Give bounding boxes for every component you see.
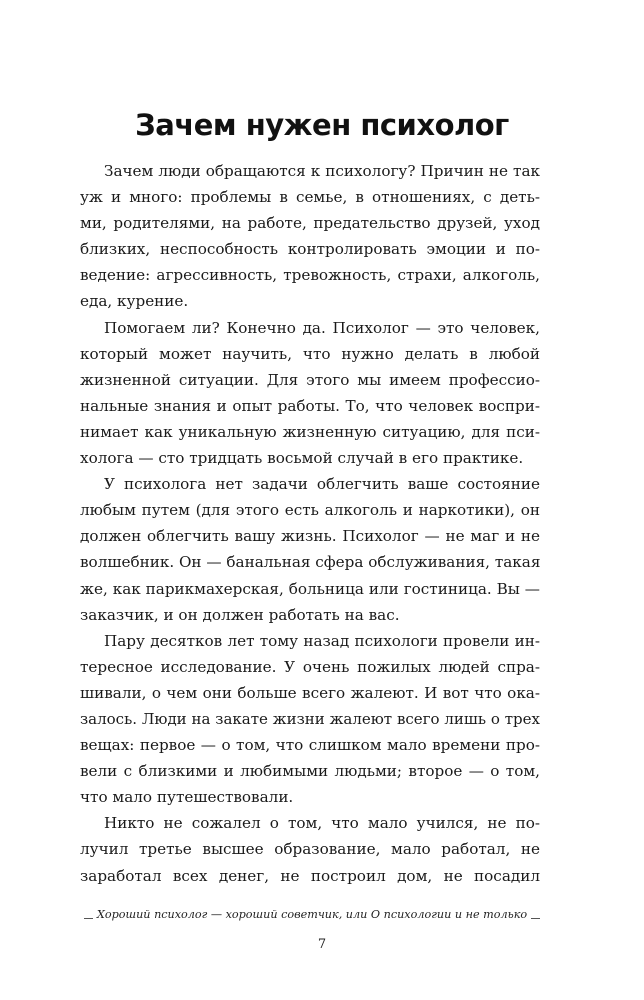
text-line: любым путем (для этого есть алкоголь и наркотики), он xyxy=(80,501,540,520)
paragraph xyxy=(80,628,540,811)
running-footer xyxy=(84,908,540,921)
text-line: Пару десятков лет тому назад психологи провели ин- xyxy=(104,631,540,650)
text-line: который может научить, что нужно делать в любой xyxy=(80,344,540,363)
running-footer-text: Хороший психолог — хороший советчик, или О психологии и не только xyxy=(96,908,528,921)
text-line: вещах: первое — о том, что слишком мало времени про- xyxy=(80,736,540,755)
text-line: вели с близкими и любимыми людьми; второе — о том, xyxy=(80,762,540,781)
text-line: холога — сто тридцать восьмой случай в его практике. xyxy=(80,449,524,468)
text-line: заказчик, и он должен работать на вас. xyxy=(80,605,400,624)
text-line: еда, курение. xyxy=(80,292,189,311)
text-line: лучил третье высшее образование, мало работал, не xyxy=(80,840,540,859)
text-line: У психолога нет задачи облегчить ваше состояние xyxy=(104,475,540,494)
paragraph xyxy=(80,810,540,888)
text-line: залось. Люди на закате жизни жалеют всего лишь о трех xyxy=(80,709,540,728)
paragraph xyxy=(80,471,540,628)
text-line: же, как парикмахерская, больница или гостиница. Вы — xyxy=(80,579,540,598)
text-line: близких, неспособность контролировать эмоции и по- xyxy=(80,240,540,259)
paragraph xyxy=(80,315,540,472)
text-line: Зачем люди обращаются к психологу? Причин не так xyxy=(104,162,540,180)
text-line: Помогаем ли? Конечно да. Психолог — это человек, xyxy=(104,318,540,337)
text-line: волшебник. Он — банальная сфера обслуживания, такая xyxy=(80,553,540,572)
footer-rule-left xyxy=(84,918,93,919)
page-number: 7 xyxy=(317,937,327,952)
text-line: шивали, о чем они больше всего жалеют. И вот что ока- xyxy=(80,683,540,702)
text-line: нальные знания и опыт работы. То, что человек воспри- xyxy=(80,396,540,415)
text-line: что мало путешествовали. xyxy=(80,788,294,807)
footer-rule-right xyxy=(531,918,540,919)
text-line: ми, родителями, на работе, предательство друзей, уход xyxy=(80,214,540,233)
chapter-title: Зачем нужен психолог xyxy=(135,108,509,142)
text-line: тересное исследование. У очень пожилых людей спра- xyxy=(80,657,540,676)
text-line: заработал всех денег, не построил дом, не посадил xyxy=(80,866,540,885)
text-line: нимает как уникальную жизненную ситуацию, для пси- xyxy=(80,422,540,441)
paragraph xyxy=(80,158,540,315)
text-line: должен облегчить вашу жизнь. Психолог — не маг и не xyxy=(80,527,540,546)
text-line: ведение: агрессивность, тревожность, страхи, алкоголь, xyxy=(80,266,540,285)
text-line: уж и много: проблемы в семье, в отношениях, с деть- xyxy=(80,188,540,207)
text-line: жизненной ситуации. Для этого мы имеем профессио- xyxy=(80,370,540,389)
body-text xyxy=(80,158,540,889)
text-line: Никто не сожалел о том, что мало учился, не по- xyxy=(104,814,540,833)
